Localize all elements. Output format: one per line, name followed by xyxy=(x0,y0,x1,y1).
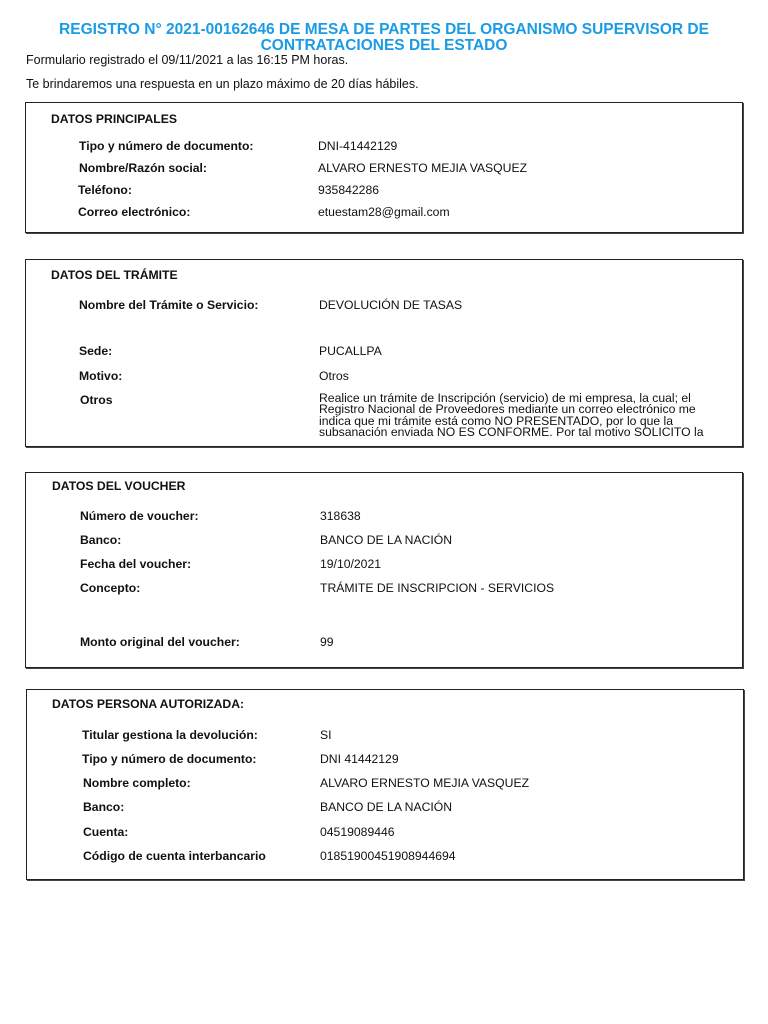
section-datos-persona-autorizada xyxy=(26,689,744,880)
page-title: REGISTRO N° 2021-00162646 DE MESA DE PARTES DEL ORGANISMO SUPERVISOR DE CONTRATACIONES DEL ESTADO xyxy=(59,21,709,54)
field-value: Otros xyxy=(319,369,349,383)
field-value: PUCALLPA xyxy=(319,344,382,358)
field-label: Fecha del voucher: xyxy=(80,557,192,571)
registered-line: Formulario registrado el 09/11/2021 a las 16:15 PM horas. xyxy=(26,53,349,67)
field-label: Tipo y número de documento: xyxy=(79,139,254,153)
field-label: Nombre del Trámite o Servicio: xyxy=(79,298,259,312)
field-label: Banco: xyxy=(80,533,122,547)
field-label: Tipo y número de documento: xyxy=(82,752,257,766)
section-datos-tramite xyxy=(25,259,743,447)
field-label: Número de voucher: xyxy=(80,509,199,523)
section-title: DATOS PERSONA AUTORIZADA: xyxy=(52,697,245,711)
field-value: DNI 41442129 xyxy=(320,752,399,766)
field-label: Concepto: xyxy=(80,581,141,595)
field-label: Nombre completo: xyxy=(83,776,191,790)
field-value: BANCO DE LA NACIÓN xyxy=(320,533,453,547)
response-line: Te brindaremos una respuesta en un plazo máximo de 20 días hábiles. xyxy=(26,77,419,91)
field-value-multiline: Realice un trámite de Inscripción (servicio) de mi empresa, la cual; el Registro Nacional de Proveedores mediante un correo electrónico me indica que mi trámite está como NO PRESENTADO, por lo que la subsanación enviada NO ES CONFORME. Por tal motivo SOLICITO la xyxy=(319,393,704,440)
field-label: Otros xyxy=(80,393,113,407)
field-value: 318638 xyxy=(320,509,361,523)
field-label: Titular gestiona la devolución: xyxy=(82,728,258,742)
field-value: ALVARO ERNESTO MEJIA VASQUEZ xyxy=(320,776,530,790)
section-datos-principales xyxy=(25,102,743,233)
field-value: BANCO DE LA NACIÓN xyxy=(320,800,453,814)
field-value: SI xyxy=(320,728,332,742)
field-value: etuestam28@gmail.com xyxy=(318,205,450,219)
field-value: 01851900451908944694 xyxy=(320,849,456,863)
field-label: Nombre/Razón social: xyxy=(79,161,207,175)
field-value: 19/10/2021 xyxy=(320,557,381,571)
field-value: 935842286 xyxy=(318,183,380,197)
field-value: DNI-41442129 xyxy=(318,139,398,153)
field-label: Código de cuenta interbancario xyxy=(83,849,266,863)
field-value: 99 xyxy=(320,635,334,649)
field-value: DEVOLUCIÓN DE TASAS xyxy=(319,298,463,312)
field-label: Sede: xyxy=(79,344,113,358)
field-label: Cuenta: xyxy=(83,825,129,839)
field-value: 04519089446 xyxy=(320,825,395,839)
section-title: DATOS PRINCIPALES xyxy=(51,112,177,126)
section-title: DATOS DEL VOUCHER xyxy=(52,479,186,493)
field-label: Monto original del voucher: xyxy=(80,635,240,649)
field-value: ALVARO ERNESTO MEJIA VASQUEZ xyxy=(318,161,528,175)
field-value: TRÁMITE DE INSCRIPCION - SERVICIOS xyxy=(320,581,555,595)
field-label: Correo electrónico: xyxy=(78,205,191,219)
section-datos-voucher xyxy=(25,472,743,668)
section-title: DATOS DEL TRÁMITE xyxy=(51,268,178,282)
field-label: Motivo: xyxy=(79,369,123,383)
field-label: Banco: xyxy=(83,800,125,814)
field-label: Teléfono: xyxy=(78,183,132,197)
